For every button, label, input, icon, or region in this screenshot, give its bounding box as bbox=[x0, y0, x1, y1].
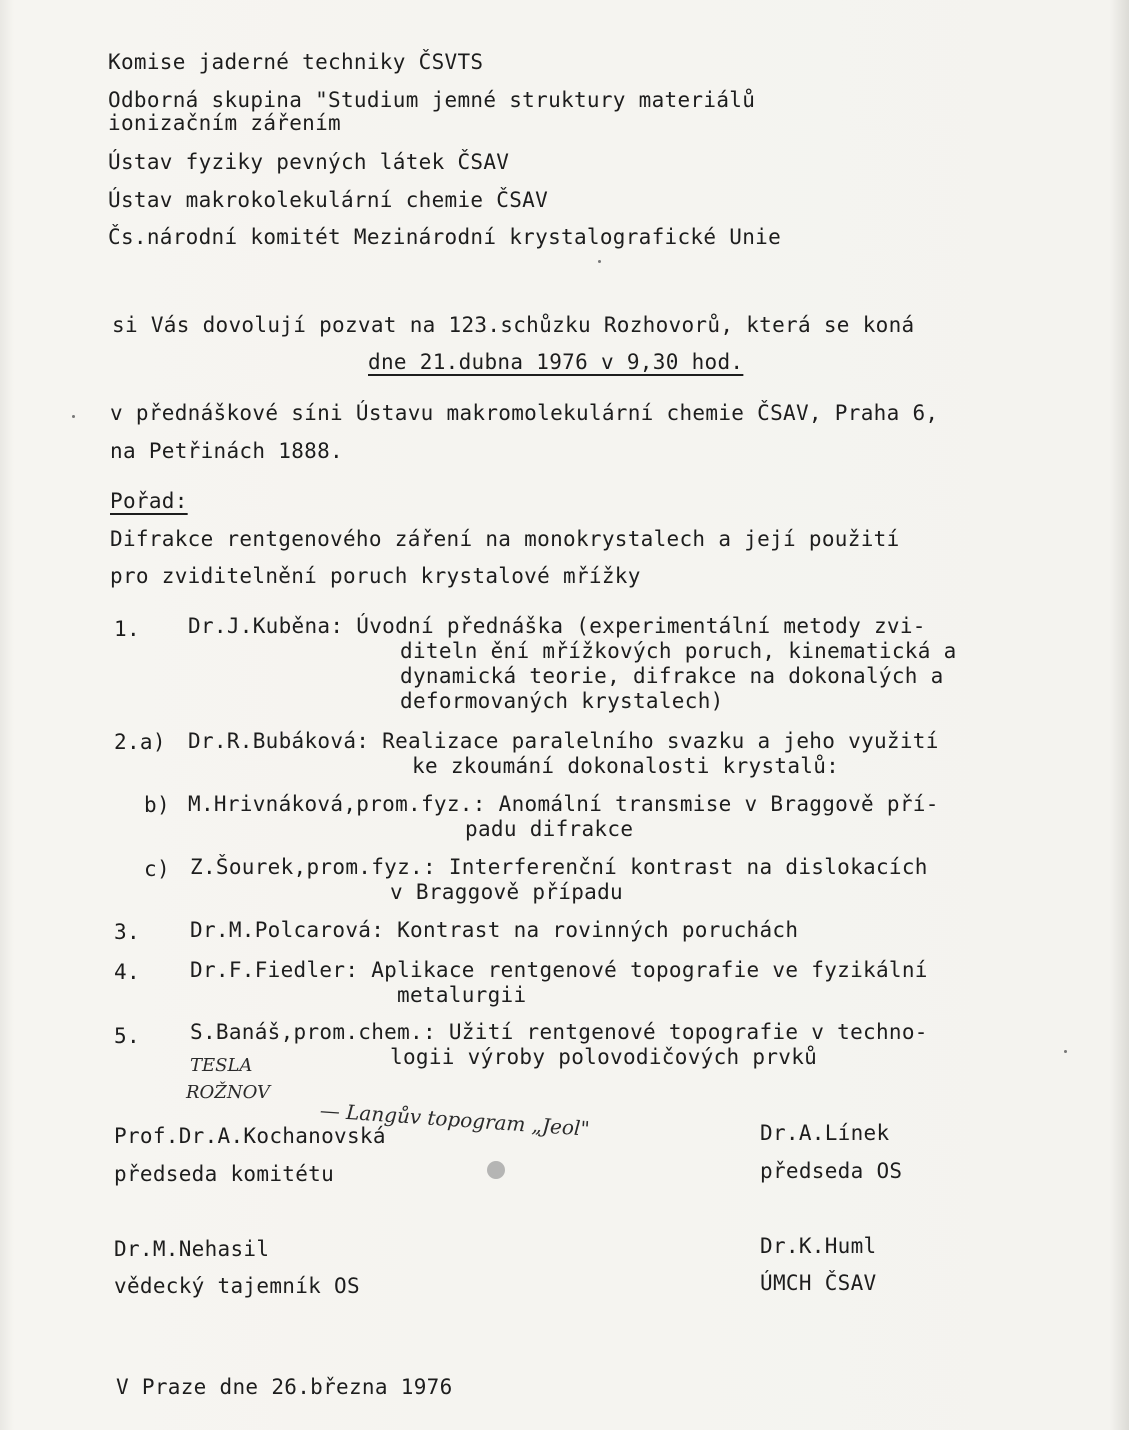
item-number: 2.a) bbox=[114, 730, 166, 754]
item-text: Dr.F.Fiedler: Aplikace rentgenové topografie ve fyzikální bbox=[190, 958, 928, 982]
signatory-role: vědecký tajemník OS bbox=[114, 1274, 360, 1298]
item-number: c) bbox=[144, 857, 170, 881]
header-line-3: ionizačním zářením bbox=[108, 111, 341, 135]
item-number: 3. bbox=[114, 920, 140, 944]
item-text: S.Banáš,prom.chem.: Užití rentgenové topografie v techno- bbox=[190, 1020, 928, 1044]
document-date: V Praze dne 26.března 1976 bbox=[116, 1375, 453, 1399]
item-text: Dr.R.Bubáková: Realizace paralelního svazku a jeho využití bbox=[188, 729, 939, 753]
item-text: dynamická teorie, difrakce na dokonalých a bbox=[400, 664, 944, 688]
item-text: logii výroby polovodičových prvků bbox=[390, 1045, 818, 1069]
item-number: 1. bbox=[114, 617, 140, 641]
header-line-5: Ústav makrokolekulární chemie ČSAV bbox=[108, 188, 549, 212]
signatory-name: Dr.A.Línek bbox=[760, 1121, 890, 1145]
item-text: v Braggově případu bbox=[390, 880, 623, 904]
handwritten-note-topogram: — Langův topogram „Jeol" bbox=[319, 1098, 591, 1141]
item-text: M.Hrivnáková,prom.fyz.: Anomální transmise v Braggově pří- bbox=[188, 792, 939, 816]
item-text: ke zkoumání dokonalosti krystalů: bbox=[412, 754, 840, 778]
item-number: 4. bbox=[114, 960, 140, 984]
invitation-line-1: si Vás dovolují pozvat na 123.schůzku Rozhovorů, která se koná bbox=[112, 313, 915, 337]
ink-stain bbox=[487, 1161, 505, 1179]
item-text: padu difrakce bbox=[465, 817, 634, 841]
item-text: metalurgii bbox=[397, 983, 527, 1007]
program-topic-1: Difrakce rentgenového záření na monokrystalech a její použití bbox=[110, 527, 900, 551]
item-number: 5. bbox=[114, 1024, 140, 1048]
signatory-role: předseda OS bbox=[760, 1159, 903, 1183]
invitation-line-3: v přednáškové síni Ústavu makromolekulární chemie ČSAV, Praha 6, bbox=[110, 401, 939, 425]
program-topic-2: pro zviditelnění poruch krystalové mřížky bbox=[110, 564, 641, 588]
signatory-name: Prof.Dr.A.Kochanovská bbox=[114, 1124, 386, 1148]
handwritten-note-tesla: TESLA bbox=[190, 1055, 253, 1076]
item-text: Dr.M.Polcarová: Kontrast na rovinných poruchách bbox=[190, 918, 799, 942]
program-heading: Pořad: bbox=[110, 489, 188, 513]
signatory-role: předseda komitétu bbox=[114, 1162, 335, 1186]
item-text: diteln ění mřížkových poruch, kinematická a bbox=[400, 639, 957, 663]
header-line-4: Ústav fyziky pevných látek ČSAV bbox=[108, 150, 510, 174]
meeting-date: dne 21.dubna 1976 v 9,30 hod. bbox=[368, 350, 744, 374]
item-text: Dr.J.Kuběna: Úvodní přednáška (experimentální metody zvi- bbox=[188, 614, 926, 638]
paper-speck bbox=[1064, 1050, 1067, 1053]
header-line-6: Čs.národní komitét Mezinárodní krystalografické Unie bbox=[108, 225, 782, 249]
handwritten-note-roznov: ROŽNOV bbox=[186, 1082, 271, 1103]
paper-speck bbox=[72, 415, 75, 418]
invitation-line-4: na Petřinách 1888. bbox=[110, 439, 343, 463]
paper-speck bbox=[598, 260, 601, 263]
signatory-name: Dr.K.Huml bbox=[760, 1234, 877, 1258]
header-line-1: Komise jaderné techniky ČSVTS bbox=[108, 50, 484, 74]
signatory-role: ÚMCH ČSAV bbox=[760, 1271, 877, 1295]
item-text: deformovaných krystalech) bbox=[400, 689, 724, 713]
signatory-name: Dr.M.Nehasil bbox=[114, 1237, 270, 1261]
item-text: Z.Šourek,prom.fyz.: Interferenční kontrast na dislokacích bbox=[190, 855, 928, 879]
item-number: b) bbox=[144, 793, 170, 817]
header-line-2: Odborná skupina "Studium jemné struktury materiálů bbox=[108, 88, 756, 112]
